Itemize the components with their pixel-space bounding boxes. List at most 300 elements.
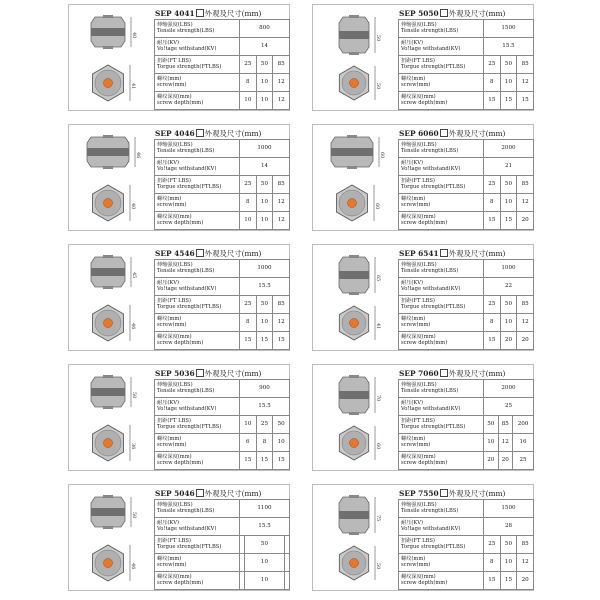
value-depth: 10 xyxy=(256,92,273,110)
label-depth: 螺纹深度(mm) screw depth(mm) xyxy=(399,452,484,470)
metal-insert xyxy=(349,255,359,258)
spec-row-voltage xyxy=(155,518,290,536)
dimension-height-label: 75 xyxy=(375,515,381,522)
dimension-height-label: 40 xyxy=(131,32,137,39)
spec-row-voltage xyxy=(155,398,290,416)
value-screw: 12 xyxy=(498,434,513,452)
product-card xyxy=(68,484,290,591)
value-torque: 50 xyxy=(244,536,284,554)
value-torque: 10 xyxy=(240,416,257,434)
label-torque: 扭距(FT LBS) Torgue strength(FTLBS) xyxy=(399,176,484,194)
metal-insert xyxy=(349,292,359,295)
product-title xyxy=(155,248,261,259)
value-depth xyxy=(285,572,290,590)
value-screw: 10 xyxy=(500,314,517,332)
value-torque: 50 xyxy=(256,56,273,74)
threaded-hole xyxy=(350,559,359,568)
insulator-drawing xyxy=(319,251,393,347)
model-number: SEP 4041 xyxy=(155,9,195,18)
label-screw: 螺纹(mm) screw(mm) xyxy=(155,554,240,572)
value-voltage: 25 xyxy=(484,398,534,416)
product-card xyxy=(68,4,290,111)
spec-table xyxy=(154,379,290,470)
value-voltage: 14 xyxy=(240,38,290,56)
value-screw xyxy=(285,554,290,572)
label-voltage: 耐压(KV) Vo!tage withstand(KV) xyxy=(399,278,484,296)
label-voltage: 耐压(KV) Vo!tage withstand(KV) xyxy=(155,158,240,176)
value-screw: 12 xyxy=(517,194,534,212)
value-depth: 15 xyxy=(517,92,534,110)
spec-row-screw xyxy=(155,434,290,452)
title-suffix: 外观及尺寸(mm) xyxy=(204,369,262,378)
label-depth: 螺纹深度(mm) screw depth(mm) xyxy=(155,572,240,590)
spec-row-tensile xyxy=(155,380,290,398)
value-depth: 10 xyxy=(240,212,257,230)
label-screw: 螺纹(mm) screw(mm) xyxy=(399,194,484,212)
label-depth: 螺纹深度(mm) screw depth(mm) xyxy=(399,572,484,590)
value-torque: 50 xyxy=(484,416,499,434)
value-screw: 16 xyxy=(513,434,534,452)
metal-insert xyxy=(347,135,357,138)
value-voltage: 15.5 xyxy=(240,398,290,416)
value-voltage: 15.5 xyxy=(240,278,290,296)
spec-row-torque xyxy=(399,416,534,434)
spec-row-voltage xyxy=(399,38,534,56)
label-tensile: 伸缩强度(LBS) Tensile strength(LBS) xyxy=(399,140,484,158)
value-torque: 50 xyxy=(256,296,273,314)
title-suffix: 外观及尺寸(mm) xyxy=(204,489,262,498)
value-depth: 15 xyxy=(240,452,257,470)
insulator-band xyxy=(339,511,369,519)
spec-row-tensile xyxy=(399,140,534,158)
insulator-drawing xyxy=(75,251,149,347)
value-depth: 15 xyxy=(484,332,501,350)
label-depth: 螺纹深度(mm) screw depth(mm) xyxy=(155,332,240,350)
value-screw: 10 xyxy=(500,194,517,212)
title-suffix: 外观及尺寸(mm) xyxy=(448,9,506,18)
insulator-drawing xyxy=(319,371,393,467)
label-voltage: 耐压(KV) Vo!tage withstand(KV) xyxy=(155,38,240,56)
title-suffix: 外观及尺寸(mm) xyxy=(448,369,506,378)
checkbox-glyph xyxy=(440,249,448,257)
label-tensile: 伸缩强度(LBS) Tensile strength(LBS) xyxy=(399,260,484,278)
value-depth: 20 xyxy=(517,572,534,590)
value-depth: 15 xyxy=(484,212,501,230)
insulator-band xyxy=(339,271,369,279)
value-screw: 12 xyxy=(273,314,290,332)
spec-row-torque xyxy=(399,56,534,74)
value-depth: 15 xyxy=(256,452,273,470)
label-depth: 螺纹深度(mm) screw depth(mm) xyxy=(155,452,240,470)
threaded-hole xyxy=(104,199,113,208)
spec-row-screw xyxy=(155,74,290,92)
spec-row-depth xyxy=(155,212,290,230)
value-screw: 12 xyxy=(273,194,290,212)
label-torque: 扭距(FT LBS) Torgue strength(FTLBS) xyxy=(399,416,484,434)
value-torque: 200 xyxy=(513,416,534,434)
metal-insert xyxy=(349,412,359,415)
label-tensile: 伸缩强度(LBS) Tensile strength(LBS) xyxy=(399,500,484,518)
spec-row-depth xyxy=(399,572,534,590)
value-torque: 50 xyxy=(500,56,517,74)
dimension-width-label: 60 xyxy=(375,443,381,450)
label-depth: 螺纹深度(mm) screw depth(mm) xyxy=(399,92,484,110)
value-depth: 20 xyxy=(517,212,534,230)
value-tensile: 2000 xyxy=(484,380,534,398)
dimension-width-label: 60 xyxy=(374,203,380,210)
dimension-height-label: 70 xyxy=(375,395,381,402)
value-torque: 25 xyxy=(484,536,501,554)
value-depth: 15 xyxy=(240,332,257,350)
insulator-drawing xyxy=(75,11,149,107)
spec-row-screw xyxy=(399,554,534,572)
label-depth: 螺纹深度(mm) screw depth(mm) xyxy=(399,332,484,350)
value-screw: 8 xyxy=(240,74,257,92)
value-torque: 25 xyxy=(240,296,257,314)
threaded-hole xyxy=(104,319,113,328)
spec-row-tensile xyxy=(155,260,290,278)
spec-row-tensile xyxy=(155,500,290,518)
value-torque: 85 xyxy=(517,536,534,554)
value-depth: 25 xyxy=(513,452,534,470)
threaded-hole xyxy=(104,439,113,448)
value-screw: 8 xyxy=(240,314,257,332)
value-depth: 15 xyxy=(500,572,517,590)
metal-insert xyxy=(349,495,359,498)
value-depth: 12 xyxy=(273,92,290,110)
checkbox-glyph xyxy=(440,129,448,137)
label-screw: 螺纹(mm) screw(mm) xyxy=(399,314,484,332)
spec-row-torque xyxy=(399,176,534,194)
spec-row-depth xyxy=(399,452,534,470)
value-torque: 50 xyxy=(500,296,517,314)
model-number: SEP 5046 xyxy=(155,489,195,498)
model-number: SEP 6541 xyxy=(399,249,439,258)
product-title xyxy=(155,8,261,19)
label-screw: 螺纹(mm) screw(mm) xyxy=(155,74,240,92)
label-torque: 扭距(FT LBS) Torgue strength(FTLBS) xyxy=(399,56,484,74)
spec-row-torque xyxy=(155,536,290,554)
value-voltage: 14 xyxy=(240,158,290,176)
checkbox-glyph xyxy=(440,9,448,17)
label-voltage: 耐压(KV) Vo!tage withstand(KV) xyxy=(399,38,484,56)
label-voltage: 耐压(KV) Vo!tage withstand(KV) xyxy=(399,398,484,416)
product-title xyxy=(155,368,261,379)
metal-insert xyxy=(103,286,113,289)
checkbox-glyph xyxy=(196,9,204,17)
value-screw: 8 xyxy=(484,74,501,92)
value-torque: 50 xyxy=(256,176,273,194)
value-tensile: 1000 xyxy=(240,260,290,278)
label-torque: 扭距(FT LBS) Torgue strength(FTLBS) xyxy=(155,416,240,434)
spec-table xyxy=(154,19,290,110)
value-tensile: 1500 xyxy=(484,20,534,38)
value-voltage: 15.5 xyxy=(484,38,534,56)
product-title xyxy=(399,128,505,139)
insulator-band xyxy=(91,508,125,516)
label-tensile: 伸缩强度(LBS) Tensile strength(LBS) xyxy=(155,500,240,518)
threaded-hole xyxy=(350,439,359,448)
insulator-band xyxy=(339,31,369,39)
value-screw: 10 xyxy=(484,434,499,452)
value-depth: 10 xyxy=(244,572,284,590)
value-torque: 50 xyxy=(273,416,290,434)
model-number: SEP 5050 xyxy=(399,9,439,18)
value-torque: 85 xyxy=(498,416,513,434)
label-depth: 螺纹深度(mm) screw depth(mm) xyxy=(155,92,240,110)
checkbox-glyph xyxy=(196,369,204,377)
spec-row-screw xyxy=(155,194,290,212)
metal-insert xyxy=(349,375,359,378)
product-title xyxy=(399,248,505,259)
label-torque: 扭距(FT LBS) Torgue strength(FTLBS) xyxy=(155,56,240,74)
label-tensile: 伸缩强度(LBS) Tensile strength(LBS) xyxy=(155,140,240,158)
value-torque: 25 xyxy=(240,176,257,194)
product-title xyxy=(399,8,505,19)
spec-row-torque xyxy=(155,416,290,434)
value-screw: 12 xyxy=(273,74,290,92)
spec-table xyxy=(154,259,290,350)
value-screw: 10 xyxy=(273,434,290,452)
insulator-band xyxy=(331,148,373,156)
value-depth: 15 xyxy=(500,92,517,110)
label-tensile: 伸缩强度(LBS) Tensile strength(LBS) xyxy=(399,20,484,38)
value-torque: 85 xyxy=(517,176,534,194)
dimension-height-label: 50 xyxy=(375,35,381,42)
dimension-height-label: 60 xyxy=(379,152,385,159)
product-card xyxy=(68,244,290,351)
dimension-width-label: 50 xyxy=(375,563,381,570)
spec-row-screw xyxy=(399,434,534,452)
spec-row-screw xyxy=(155,554,290,572)
value-depth: 15 xyxy=(273,332,290,350)
spec-row-torque xyxy=(155,296,290,314)
threaded-hole xyxy=(104,79,113,88)
value-screw: 8 xyxy=(256,434,273,452)
value-torque: 25 xyxy=(240,56,257,74)
label-screw: 螺纹(mm) screw(mm) xyxy=(399,554,484,572)
product-card xyxy=(68,364,290,471)
label-tensile: 伸缩强度(LBS) Tensile strength(LBS) xyxy=(155,20,240,38)
value-screw: 10 xyxy=(244,554,284,572)
value-voltage: 28 xyxy=(484,518,534,536)
value-depth: 20 xyxy=(517,332,534,350)
dimension-height-label: 50 xyxy=(131,512,137,519)
value-tensile: 1100 xyxy=(240,500,290,518)
spec-row-screw xyxy=(399,314,534,332)
insulator-drawing xyxy=(75,371,149,467)
label-voltage: 耐压(KV) Vo!tage withstand(KV) xyxy=(155,518,240,536)
dimension-height-label: 46 xyxy=(135,152,141,159)
spec-row-screw xyxy=(399,194,534,212)
value-torque: 85 xyxy=(517,56,534,74)
insulator-drawing xyxy=(75,491,149,587)
spec-table xyxy=(398,499,534,590)
metal-insert xyxy=(103,255,113,258)
spec-row-torque xyxy=(399,536,534,554)
dimension-width-label: 41 xyxy=(130,83,136,90)
value-screw: 6 xyxy=(240,434,257,452)
metal-insert xyxy=(349,532,359,535)
spec-row-tensile xyxy=(155,20,290,38)
spec-row-voltage xyxy=(155,278,290,296)
spec-row-screw xyxy=(155,314,290,332)
dimension-height-label: 45 xyxy=(131,272,137,279)
label-screw: 螺纹(mm) screw(mm) xyxy=(155,314,240,332)
value-depth: 20 xyxy=(500,332,517,350)
value-depth: 10 xyxy=(240,92,257,110)
label-screw: 螺纹(mm) screw(mm) xyxy=(399,434,484,452)
value-voltage: 22 xyxy=(484,278,534,296)
value-tensile: 900 xyxy=(240,380,290,398)
title-suffix: 外观及尺寸(mm) xyxy=(448,129,506,138)
value-screw: 8 xyxy=(484,314,501,332)
checkbox-glyph xyxy=(440,369,448,377)
metal-insert xyxy=(347,166,357,169)
threaded-hole xyxy=(350,319,359,328)
label-voltage: 耐压(KV) Vo!tage withstand(KV) xyxy=(399,158,484,176)
insulator-band xyxy=(91,28,125,36)
value-torque: 85 xyxy=(273,56,290,74)
spec-row-voltage xyxy=(399,518,534,536)
value-tensile: 2000 xyxy=(484,140,534,158)
spec-row-depth xyxy=(155,452,290,470)
threaded-hole xyxy=(104,559,113,568)
metal-insert xyxy=(103,135,113,138)
value-screw: 12 xyxy=(517,314,534,332)
dimension-height-label: 50 xyxy=(131,392,137,399)
spec-table xyxy=(398,19,534,110)
spec-table xyxy=(154,139,290,230)
value-voltage: 21 xyxy=(484,158,534,176)
value-depth: 10 xyxy=(256,212,273,230)
label-tensile: 伸缩强度(LBS) Tensile strength(LBS) xyxy=(155,260,240,278)
label-screw: 螺纹(mm) screw(mm) xyxy=(399,74,484,92)
label-tensile: 伸缩强度(LBS) Tensile strength(LBS) xyxy=(399,380,484,398)
value-torque xyxy=(285,536,290,554)
value-screw: 8 xyxy=(484,554,501,572)
value-torque: 50 xyxy=(500,176,517,194)
model-number: SEP 5036 xyxy=(155,369,195,378)
metal-insert xyxy=(349,15,359,18)
spec-table xyxy=(398,139,534,230)
spec-row-voltage xyxy=(399,278,534,296)
threaded-hole xyxy=(350,79,359,88)
checkbox-glyph xyxy=(440,489,448,497)
value-screw: 10 xyxy=(500,554,517,572)
insulator-drawing xyxy=(319,131,393,227)
title-suffix: 外观及尺寸(mm) xyxy=(448,249,506,258)
value-depth: 12 xyxy=(273,212,290,230)
spec-row-tensile xyxy=(399,500,534,518)
value-depth: 15 xyxy=(484,572,501,590)
spec-row-torque xyxy=(155,176,290,194)
title-suffix: 外观及尺寸(mm) xyxy=(204,129,262,138)
label-screw: 螺纹(mm) screw(mm) xyxy=(155,434,240,452)
value-screw: 10 xyxy=(500,74,517,92)
metal-insert xyxy=(103,166,113,169)
product-card xyxy=(312,124,534,231)
model-number: SEP 7550 xyxy=(399,489,439,498)
model-number: SEP 6060 xyxy=(399,129,439,138)
label-torque: 扭距(FT LBS) Torgue strength(FTLBS) xyxy=(399,536,484,554)
spec-row-voltage xyxy=(155,158,290,176)
title-suffix: 外观及尺寸(mm) xyxy=(204,249,262,258)
label-tensile: 伸缩强度(LBS) Tensile strength(LBS) xyxy=(155,380,240,398)
value-torque: 85 xyxy=(273,176,290,194)
threaded-hole xyxy=(348,199,357,208)
product-card xyxy=(312,244,534,351)
label-voltage: 耐压(KV) Vo!tage withstand(KV) xyxy=(155,398,240,416)
insulator-drawing xyxy=(75,131,149,227)
label-screw: 螺纹(mm) screw(mm) xyxy=(155,194,240,212)
value-torque: 25 xyxy=(484,56,501,74)
spec-row-screw xyxy=(399,74,534,92)
value-depth: 15 xyxy=(484,92,501,110)
spec-row-tensile xyxy=(155,140,290,158)
value-voltage: 15.5 xyxy=(240,518,290,536)
label-torque: 扭距(FT LBS) Torgue strength(FTLBS) xyxy=(399,296,484,314)
value-screw: 8 xyxy=(240,194,257,212)
insulator-band xyxy=(339,391,369,399)
value-tensile: 1000 xyxy=(240,140,290,158)
label-depth: 螺纹深度(mm) screw depth(mm) xyxy=(155,212,240,230)
label-voltage: 耐压(KV) Vo!tage withstand(KV) xyxy=(399,518,484,536)
value-torque: 25 xyxy=(484,296,501,314)
metal-insert xyxy=(349,52,359,55)
dimension-width-label: 46 xyxy=(130,563,136,570)
metal-insert xyxy=(103,526,113,529)
dimension-width-label: 50 xyxy=(375,83,381,90)
value-tensile: 1000 xyxy=(484,260,534,278)
value-torque: 50 xyxy=(500,536,517,554)
product-card xyxy=(312,4,534,111)
spec-table xyxy=(154,499,290,590)
metal-insert xyxy=(103,406,113,409)
value-depth: 20 xyxy=(484,452,499,470)
model-number: SEP 4046 xyxy=(155,129,195,138)
spec-row-depth xyxy=(155,332,290,350)
value-tensile: 800 xyxy=(240,20,290,38)
dimension-width-label: 41 xyxy=(375,323,381,330)
product-card xyxy=(68,124,290,231)
value-torque: 85 xyxy=(273,296,290,314)
label-voltage: 耐压(KV) Vo!tage withstand(KV) xyxy=(155,278,240,296)
value-depth: 15 xyxy=(500,212,517,230)
label-torque: 扭距(FT LBS) Torgue strength(FTLBS) xyxy=(155,176,240,194)
value-torque: 85 xyxy=(517,296,534,314)
product-title xyxy=(155,488,261,499)
dimension-width-label: 36 xyxy=(130,443,136,450)
product-card xyxy=(312,484,534,591)
insulator-drawing xyxy=(319,491,393,587)
checkbox-glyph xyxy=(196,129,204,137)
spec-row-depth xyxy=(399,212,534,230)
product-card xyxy=(312,364,534,471)
spec-row-depth xyxy=(399,332,534,350)
spec-row-voltage xyxy=(155,38,290,56)
insulator-band xyxy=(91,388,125,396)
spec-row-depth xyxy=(399,92,534,110)
spec-row-voltage xyxy=(399,158,534,176)
spec-row-tensile xyxy=(399,260,534,278)
value-screw: 10 xyxy=(256,194,273,212)
title-suffix: 外观及尺寸(mm) xyxy=(448,489,506,498)
dimension-height-label: 65 xyxy=(375,275,381,282)
spec-row-tensile xyxy=(399,380,534,398)
value-tensile: 1500 xyxy=(484,500,534,518)
value-screw: 8 xyxy=(484,194,501,212)
